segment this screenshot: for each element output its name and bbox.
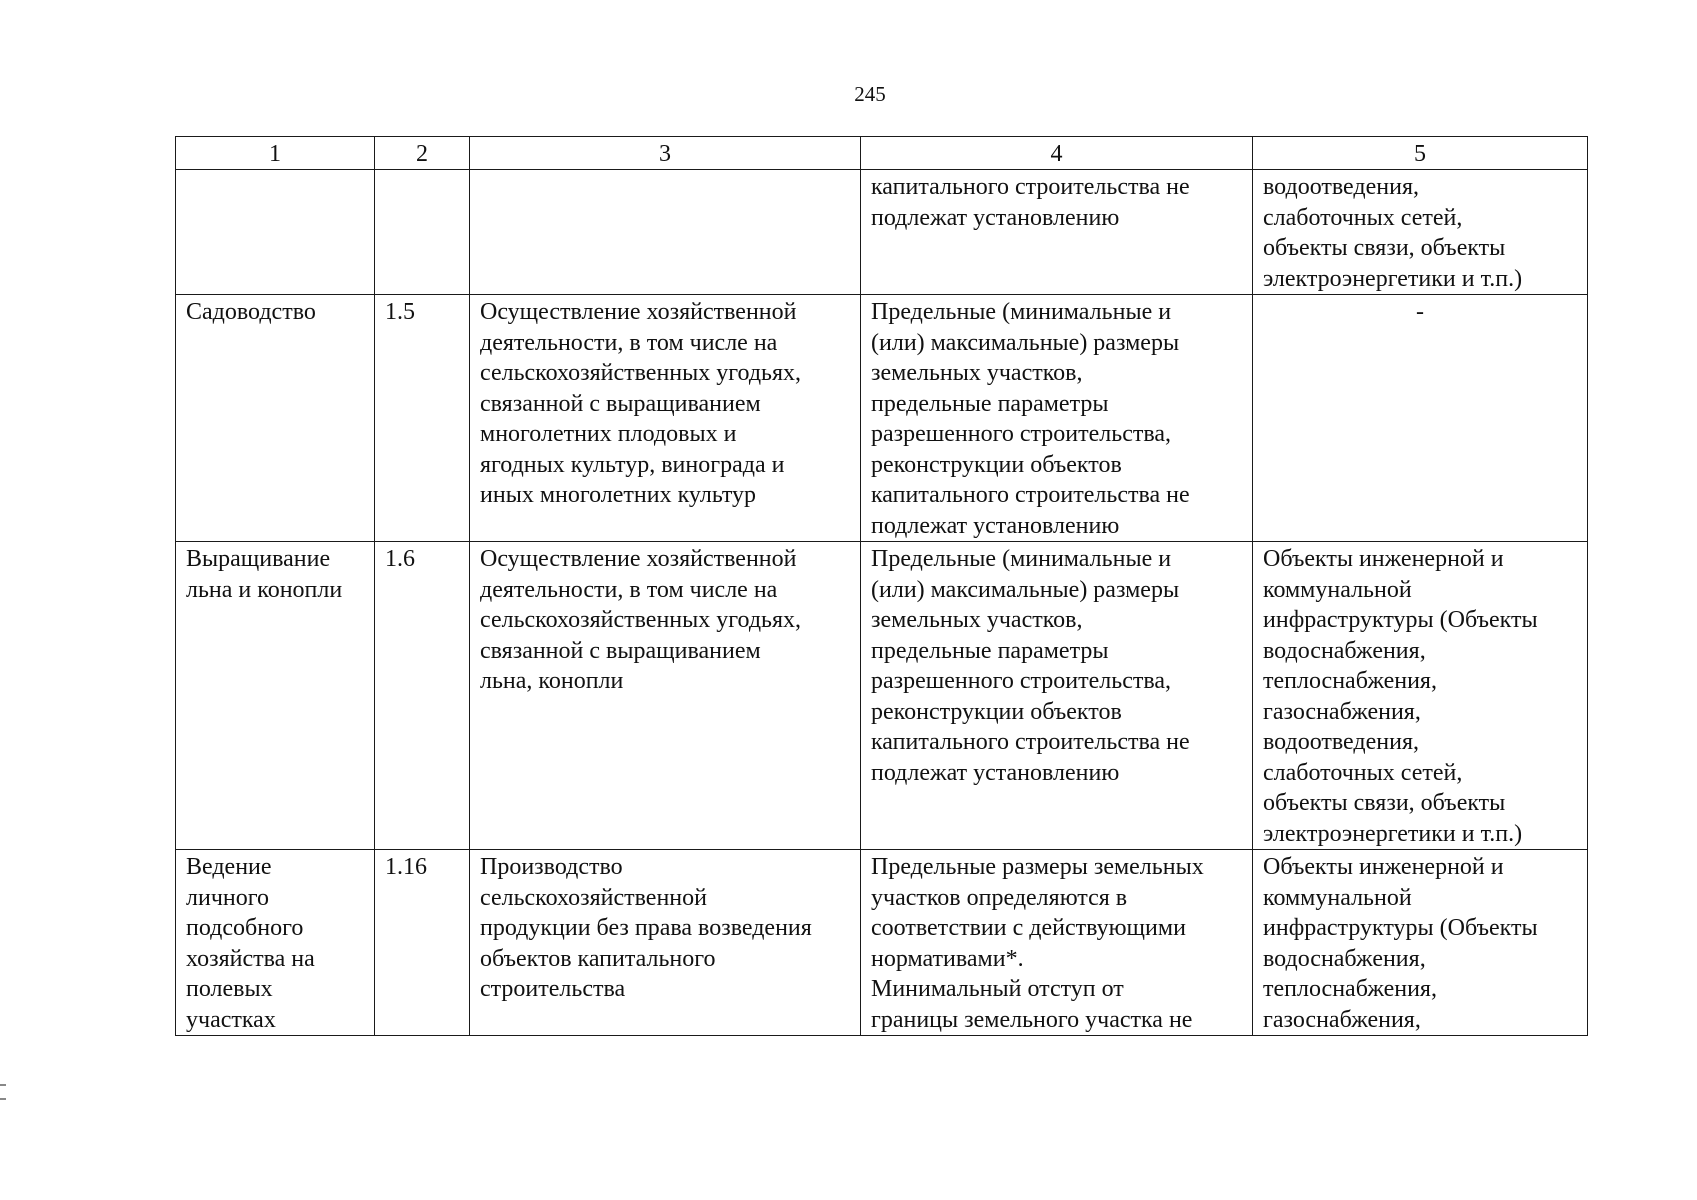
table-body [176,170,1588,1036]
cell-parameters: капитального строительства не подлежат установлению [861,170,1253,295]
cell-permitted-objects: - [1253,295,1588,542]
column-header-2: 2 [375,137,470,170]
cell-use-code: 1.16 [375,850,470,1036]
cell-use-code [375,170,470,295]
cell-use-description: Осуществление хозяйственной деятельности, в том числе на сельскохозяйственных угодьях, связанной с выращиванием многолетних плодовых и ягодных культур, винограда и иных многолетних культур [470,295,861,542]
cell-use-name: Выращивание льна и конопли [176,542,375,850]
cell-permitted-objects: водоотведения, слаботочных сетей, объекты связи, объекты электроэнергетики и т.п.) [1253,170,1588,295]
table-row-gardening [176,295,1588,542]
column-header-3: 3 [470,137,861,170]
cell-permitted-objects: Объекты инженерной и коммунальной инфраструктуры (Объекты водоснабжения, теплоснабжения, газоснабжения, водоотведения, слаботочных сетей, объекты связи, объекты электроэнергетики и т.п.) [1253,542,1588,850]
table-row-personal-farming [176,850,1588,1036]
column-header-5: 5 [1253,137,1588,170]
cell-parameters: Предельные (минимальные и (или) максимальные) размеры земельных участков, предельные параметры разрешенного строительства, реконструкции объектов капитального строительства не подлежат установлению [861,295,1253,542]
cell-use-description: Осуществление хозяйственной деятельности, в том числе на сельскохозяйственных угодьях, связанной с выращиванием льна, конопли [470,542,861,850]
cell-parameters: Предельные (минимальные и (или) максимальные) размеры земельных участков, предельные параметры разрешенного строительства, реконструкции объектов капитального строительства не подлежат установлению [861,542,1253,850]
cell-use-description [470,170,861,295]
table-row-flax-hemp [176,542,1588,850]
cell-permitted-objects: Объекты инженерной и коммунальной инфраструктуры (Объекты водоснабжения, теплоснабжения, газоснабжения, [1253,850,1588,1036]
page-number: 245 [854,82,886,106]
cell-use-name: Садоводство [176,295,375,542]
cell-use-code: 1.5 [375,295,470,542]
cell-use-code: 1.6 [375,542,470,850]
cell-parameters: Предельные размеры земельных участков определяются в соответствии с действующими нормативами*. Минимальный отступ от границы земельного участка не [861,850,1253,1036]
column-header-1: 1 [176,137,375,170]
scan-edge-mark [0,1084,6,1100]
land-use-table [175,136,1588,1036]
cell-use-name [176,170,375,295]
cell-use-name: Ведение личного подсобного хозяйства на полевых участках [176,850,375,1036]
table-header [176,137,1588,170]
table-row-continuation [176,170,1588,295]
cell-use-description: Производство сельскохозяйственной продукции без права возведения объектов капитального строительства [470,850,861,1036]
header-row [176,137,1588,170]
column-header-4: 4 [861,137,1253,170]
